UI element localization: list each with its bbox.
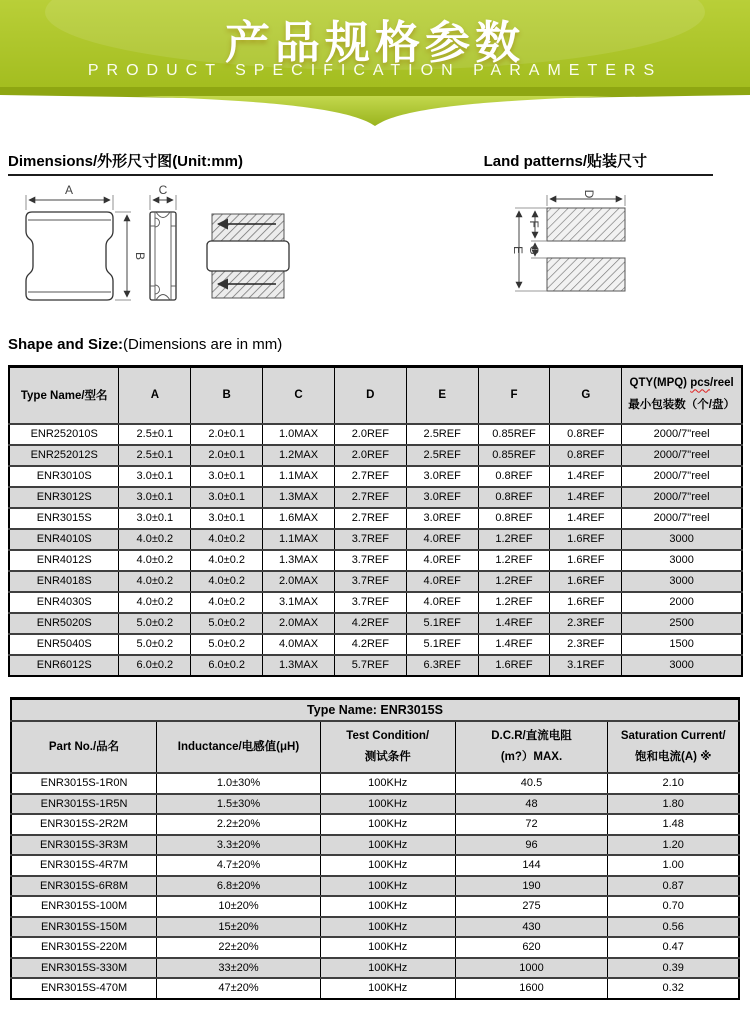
col-header-dcr: D.C.R/直流电阻 (m?）MAX. [455,721,608,773]
table-row [9,592,742,613]
drawings-area [0,176,750,328]
table-cell: 4.0±0.2 [119,550,191,571]
table-row [9,487,742,508]
table-cell: ENR4012S [9,550,119,571]
table-cell: 2000/7"reel [622,466,742,487]
table-cell: 0.56 [608,917,739,938]
table-cell: 1.3MAX [263,550,335,571]
table-cell: 0.32 [608,978,739,999]
table-cell: ENR3010S [9,466,119,487]
table-cell: 2.5REF [406,424,478,445]
table-row [11,917,739,938]
table-row [11,794,739,815]
table-cell: 2.7REF [334,487,406,508]
table-cell: 6.0±0.2 [191,655,263,676]
table-row [9,571,742,592]
table-cell: 6.0±0.2 [119,655,191,676]
table-cell: 2.5REF [406,445,478,466]
table-cell: 100KHz [320,876,455,897]
table-cell: 3.1MAX [263,592,335,613]
section-headings [8,150,713,176]
col-header-qty [622,367,742,424]
table-cell: 1.2REF [478,592,550,613]
table-cell: 100KHz [320,917,455,938]
table-cell: ENR3015S-1R0N [11,773,157,794]
table-cell: 3.0REF [406,508,478,529]
table-cell: 0.8REF [478,487,550,508]
table-cell: ENR3015S-150M [11,917,157,938]
shape-size-label: Shape and Size: [8,336,124,353]
table-cell: 2.7REF [334,466,406,487]
size-table-header-row [9,367,742,424]
table-cell: 1.6REF [550,592,622,613]
table-row [9,529,742,550]
table-cell: 100KHz [320,896,455,917]
table-cell: ENR3012S [9,487,119,508]
table-cell: 4.0±0.2 [191,550,263,571]
front-view-drawing [207,214,289,298]
table-cell: 1.5±30% [157,794,321,815]
table-cell: 1.6REF [550,529,622,550]
table-row [9,613,742,634]
top-view-drawing [26,183,147,300]
table-cell: 4.0REF [406,529,478,550]
table-row [11,814,739,835]
table-cell: 1500 [622,634,742,655]
table-cell: 1.1MAX [263,529,335,550]
dimensions-heading: Dimensions/外形尺寸图(Unit:mm) [8,153,244,170]
col-header-a: A [119,367,191,424]
col-header-e: E [406,367,478,424]
table-row [9,634,742,655]
spec-table-title-row [11,698,739,721]
table-cell: 47±20% [157,978,321,999]
table-cell: 3.7REF [334,550,406,571]
table-cell: 1.2MAX [263,445,335,466]
table-cell: 5.0±0.2 [119,613,191,634]
table-cell: 6.8±20% [157,876,321,897]
table-cell: 430 [455,917,608,938]
size-table [8,365,743,677]
table-cell: 3.7REF [334,571,406,592]
table-cell: 1.2REF [478,529,550,550]
side-view-drawing [150,183,176,300]
qty-header-line1: QTY(MPQ) pcs/reel [629,377,734,390]
table-cell: 1.80 [608,794,739,815]
col-header-f: F [478,367,550,424]
table-row [11,835,739,856]
table-cell: 1.2REF [478,550,550,571]
table-cell: 48 [455,794,608,815]
table-cell: ENR3015S-220M [11,937,157,958]
table-cell: ENR3015S-4R7M [11,855,157,876]
table-cell: 6.3REF [406,655,478,676]
table-cell: 1.3MAX [263,487,335,508]
shape-size-note: (Dimensions are in mm) [123,336,283,353]
table-cell: 1.3MAX [263,655,335,676]
table-cell: 0.39 [608,958,739,979]
table-cell: 4.0REF [406,571,478,592]
table-cell: 4.0MAX [263,634,335,655]
table-cell: 1.6MAX [263,508,335,529]
table-row [11,978,739,999]
dim-label-c: C [158,183,168,197]
table-cell: ENR5040S [9,634,119,655]
table-cell: 33±20% [157,958,321,979]
table-cell: 100KHz [320,835,455,856]
table-cell: 3.0±0.1 [119,466,191,487]
table-cell: 190 [455,876,608,897]
table-cell: 3.0REF [406,466,478,487]
col-header-saturation-current: Saturation Current/ 饱和电流(A) ※ [608,721,739,773]
table-cell: 4.0REF [406,550,478,571]
table-row [9,655,742,676]
table-cell: 2.7REF [334,508,406,529]
page-subtitle: PRODUCT SPECIFICATION PARAMETERS [87,62,663,79]
land-pad-top [547,208,625,241]
table-cell: 2.10 [608,773,739,794]
table-cell: 100KHz [320,937,455,958]
dimensions-drawing [8,182,298,322]
table-cell: 3000 [622,529,742,550]
table-cell: 1.4REF [550,508,622,529]
table-cell: 0.47 [608,937,739,958]
table-cell: 4.0±0.2 [119,529,191,550]
table-row [9,424,742,445]
table-cell: 3.0REF [406,487,478,508]
table-cell: 2000 [622,592,742,613]
table-cell: 2.0MAX [263,613,335,634]
table-cell: 1.48 [608,814,739,835]
col-header-test-condition: Test Condition/ 测试条件 [320,721,455,773]
col-header-g: G [550,367,622,424]
table-cell: 3.3±20% [157,835,321,856]
table-cell: ENR3015S-330M [11,958,157,979]
dim-label-g: G [527,245,541,255]
table-cell: ENR3015S-100M [11,896,157,917]
table-cell: ENR4010S [9,529,119,550]
table-cell: 2000/7"reel [622,445,742,466]
table-cell: 4.0±0.2 [191,529,263,550]
table-cell: 3000 [622,571,742,592]
table-cell: 0.8REF [550,445,622,466]
table-cell: 1.1MAX [263,466,335,487]
table-cell: 2.3REF [550,613,622,634]
spec-table [10,697,740,1000]
table-row [9,445,742,466]
table-row [11,937,739,958]
table-cell: 100KHz [320,773,455,794]
table-row [11,855,739,876]
col-header-d: D [334,367,406,424]
col-header-b: B [191,367,263,424]
table-cell: ENR252010S [9,424,119,445]
table-cell: ENR3015S-470M [11,978,157,999]
table-cell: 100KHz [320,814,455,835]
table-cell: 1.20 [608,835,739,856]
shape-size-heading [8,336,750,353]
table-cell: 15±20% [157,917,321,938]
table-cell: 2.5±0.1 [119,424,191,445]
table-cell: 4.0±0.2 [119,571,191,592]
table-cell: 1.6REF [550,571,622,592]
table-cell: 2000/7"reel [622,487,742,508]
table-cell: 2.0±0.1 [191,424,263,445]
table-cell: 10±20% [157,896,321,917]
table-cell: 0.85REF [478,424,550,445]
table-cell: 1000 [455,958,608,979]
table-cell: ENR3015S-6R8M [11,876,157,897]
table-row [9,508,742,529]
table-cell: 2.3REF [550,634,622,655]
table-cell: 0.8REF [478,466,550,487]
table-row [11,958,739,979]
table-cell: 0.85REF [478,445,550,466]
land-pattern-drawing [503,188,638,306]
table-cell: 4.7±20% [157,855,321,876]
col-header-inductance: Inductance/电感值(μH) [157,721,321,773]
table-cell: 1.6REF [478,655,550,676]
table-cell: 275 [455,896,608,917]
table-cell: ENR3015S-2R2M [11,814,157,835]
dim-label-f: F [527,220,541,228]
table-cell: ENR5020S [9,613,119,634]
table-cell: 100KHz [320,794,455,815]
table-cell: 22±20% [157,937,321,958]
table-cell: 4.0±0.2 [119,592,191,613]
table-cell: 1.00 [608,855,739,876]
table-row [11,773,739,794]
table-row [11,896,739,917]
table-cell: 2.0REF [334,445,406,466]
table-cell: 3.1REF [550,655,622,676]
table-cell: ENR6012S [9,655,119,676]
col-header-part-no: Part No./品名 [11,721,157,773]
table-cell: 100KHz [320,978,455,999]
qty-header-line2: 最小包装数（个/盘） [628,399,735,412]
table-cell: 2000/7"reel [622,508,742,529]
dim-label-d: D [582,189,596,199]
table-cell: 3.0±0.1 [191,487,263,508]
table-cell: 2.0MAX [263,571,335,592]
table-cell: 1.4REF [478,634,550,655]
table-cell: 5.0±0.2 [119,634,191,655]
table-row [9,550,742,571]
table-cell: 1.2REF [478,571,550,592]
dim-label-e: E [511,245,525,255]
table-cell: 5.1REF [406,613,478,634]
table-cell: 4.2REF [334,613,406,634]
table-cell: 5.7REF [334,655,406,676]
land-patterns-heading: Land patterns/贴装尺寸 [483,153,647,170]
table-cell: 4.0±0.2 [191,571,263,592]
table-cell: 1.4REF [478,613,550,634]
table-cell: 4.2REF [334,634,406,655]
table-cell: 3.0±0.1 [119,487,191,508]
table-cell: 144 [455,855,608,876]
table-row [11,876,739,897]
table-cell: ENR3015S-3R3M [11,835,157,856]
table-cell: 3.7REF [334,529,406,550]
table-cell: ENR3015S [9,508,119,529]
spec-table-title: Type Name: ENR3015S [11,698,739,721]
table-cell: 0.8REF [478,508,550,529]
table-cell: 2.0REF [334,424,406,445]
table-cell: 3.0±0.1 [119,508,191,529]
table-cell: 96 [455,835,608,856]
table-cell: 5.1REF [406,634,478,655]
table-cell: 4.0REF [406,592,478,613]
table-cell: ENR252012S [9,445,119,466]
table-cell: 0.8REF [550,424,622,445]
table-cell: 1.4REF [550,487,622,508]
table-cell: ENR4030S [9,592,119,613]
table-cell: 3000 [622,655,742,676]
table-cell: 3.0±0.1 [191,466,263,487]
table-cell: 5.0±0.2 [191,613,263,634]
table-cell: 2500 [622,613,742,634]
spec-table-header-row [11,721,739,773]
table-cell: 3.0±0.1 [191,508,263,529]
table-cell: 72 [455,814,608,835]
page-title: 产品规格参数 [224,17,525,68]
table-cell: 1.0MAX [263,424,335,445]
table-cell: 0.87 [608,876,739,897]
table-cell: 2000/7"reel [622,424,742,445]
table-cell: 1600 [455,978,608,999]
land-pad-bottom [547,258,625,291]
table-cell: ENR4018S [9,571,119,592]
table-cell: 2.5±0.1 [119,445,191,466]
table-cell: 1.0±30% [157,773,321,794]
table-cell: 2.0±0.1 [191,445,263,466]
table-cell: 3.7REF [334,592,406,613]
table-row [9,466,742,487]
table-cell: 2.2±20% [157,814,321,835]
table-cell: 1.4REF [550,466,622,487]
table-cell: 100KHz [320,958,455,979]
dim-label-b: B [133,251,147,261]
table-cell: 1.6REF [550,550,622,571]
dim-label-a: A [64,183,74,197]
table-cell: 4.0±0.2 [191,592,263,613]
table-cell: 620 [455,937,608,958]
table-cell: 100KHz [320,855,455,876]
table-cell: ENR3015S-1R5N [11,794,157,815]
table-cell: 0.70 [608,896,739,917]
banner [0,0,750,130]
table-cell: 40.5 [455,773,608,794]
col-header-type-name: Type Name/型名 [9,367,119,424]
table-cell: 5.0±0.2 [191,634,263,655]
col-header-c: C [263,367,335,424]
table-cell: 3000 [622,550,742,571]
